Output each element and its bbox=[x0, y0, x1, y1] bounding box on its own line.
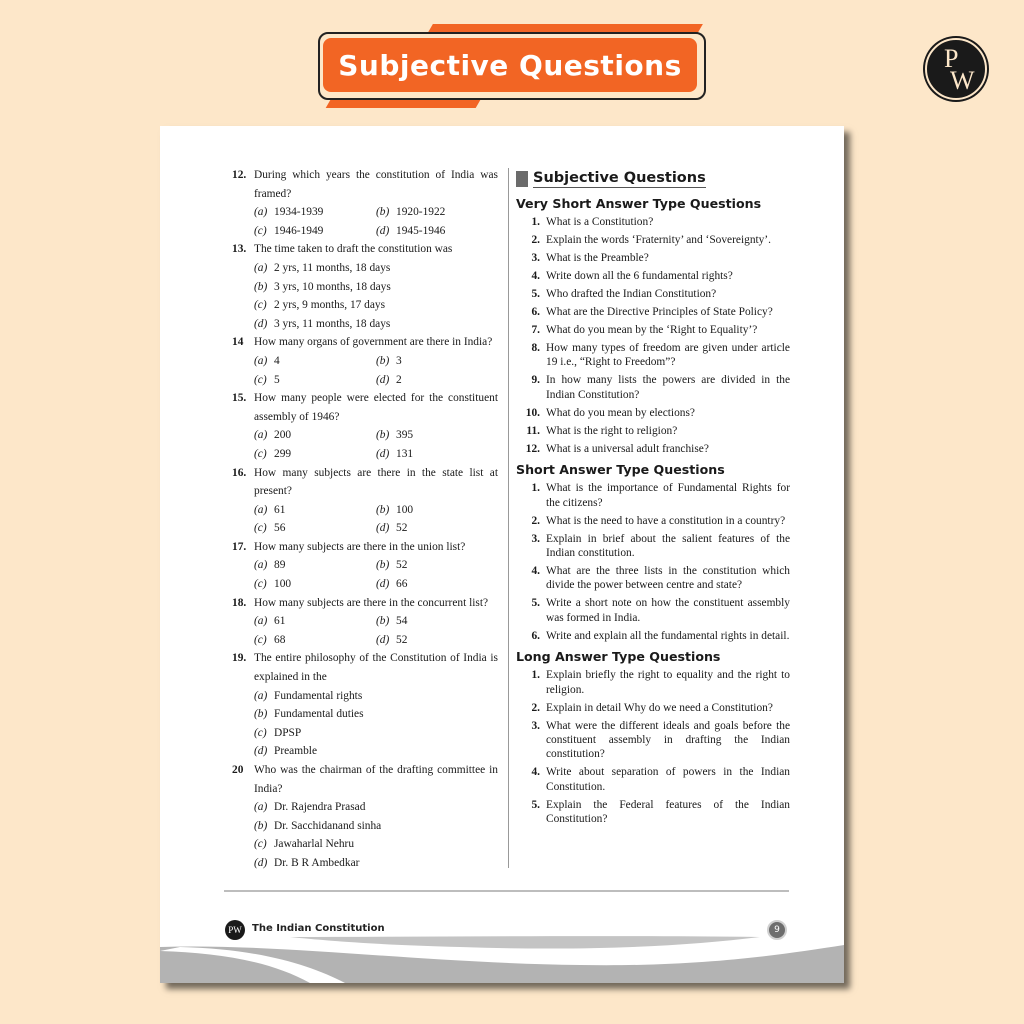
question-text: What were the different ideals and goals before the constituent assembly in drafting the Indian constitution? bbox=[546, 719, 790, 761]
option-item bbox=[376, 519, 498, 538]
subjective-question bbox=[516, 373, 790, 402]
option-label: (d) bbox=[376, 578, 390, 591]
option-item bbox=[254, 798, 498, 817]
option-text: 54 bbox=[396, 615, 408, 628]
option-item bbox=[254, 817, 498, 836]
option-label: (b) bbox=[254, 708, 268, 721]
option-label: (a) bbox=[254, 559, 268, 572]
question-number: 12. bbox=[232, 169, 247, 181]
option-list bbox=[232, 259, 498, 333]
question-text: What is the Preamble? bbox=[546, 252, 649, 264]
option-item bbox=[376, 445, 498, 464]
option-text: 52 bbox=[396, 633, 408, 646]
question-number: 4. bbox=[531, 270, 540, 282]
question-text: Write down all the 6 fundamental rights? bbox=[546, 270, 733, 282]
question-text: How many people were elected for the constituent assembly of 1946? bbox=[254, 392, 498, 423]
subjective-question bbox=[516, 215, 790, 229]
question-number: 2. bbox=[531, 701, 540, 714]
option-item bbox=[254, 352, 376, 371]
option-item bbox=[254, 259, 498, 278]
question-text: Explain in brief about the salient features of the Indian constitution. bbox=[546, 532, 790, 560]
question-text: What are the three lists in the constitution which divide the power between centre and state? bbox=[546, 565, 790, 592]
option-item bbox=[254, 854, 498, 873]
subjective-question bbox=[516, 233, 790, 247]
question-number: 17. bbox=[232, 540, 247, 553]
subjective-question bbox=[516, 514, 790, 528]
question-number: 13. bbox=[232, 243, 247, 256]
banner-title: Subjective Questions bbox=[338, 48, 682, 82]
option-item bbox=[254, 315, 498, 334]
pw-logo-icon bbox=[925, 38, 987, 100]
option-label: (c) bbox=[254, 726, 267, 739]
subjective-question bbox=[516, 701, 790, 715]
question-number: 4. bbox=[531, 766, 540, 779]
mcq-question bbox=[232, 761, 498, 798]
logo-letter-w: W bbox=[950, 66, 975, 95]
mcq-question bbox=[232, 649, 498, 686]
option-item bbox=[376, 371, 498, 390]
option-label: (c) bbox=[254, 224, 267, 237]
footer-wave-decoration bbox=[160, 933, 844, 983]
question-number: 1. bbox=[531, 216, 540, 228]
question-text: The time taken to draft the constitution was bbox=[254, 243, 453, 256]
mcq-question bbox=[232, 464, 498, 501]
question-number: 11. bbox=[526, 424, 540, 437]
option-text: Preamble bbox=[274, 745, 318, 758]
question-groups bbox=[516, 196, 790, 827]
footer-book-title: The Indian Constitution bbox=[252, 923, 385, 934]
subjective-question bbox=[516, 532, 790, 561]
option-list bbox=[232, 203, 498, 240]
option-item bbox=[254, 519, 376, 538]
question-text: In how many lists the powers are divided in the Indian Constitution? bbox=[546, 374, 790, 401]
option-text: 100 bbox=[396, 503, 414, 516]
option-label: (b) bbox=[254, 819, 268, 832]
option-label: (b) bbox=[376, 429, 390, 442]
option-item bbox=[376, 556, 498, 575]
title-banner bbox=[318, 32, 706, 100]
question-text: What is the right to religion? bbox=[546, 424, 678, 437]
question-text: During which years the constitution of India was framed? bbox=[254, 169, 498, 200]
option-label: (b) bbox=[376, 615, 390, 628]
option-item bbox=[254, 575, 376, 594]
option-text: 2 yrs, 9 months, 17 days bbox=[274, 299, 386, 312]
question-text: Explain in detail Why do we need a Constitution? bbox=[546, 701, 773, 714]
banner-stripe-bottom bbox=[326, 100, 481, 108]
subjective-question bbox=[516, 251, 790, 265]
option-text: Dr. Rajendra Prasad bbox=[274, 801, 366, 814]
option-text: 52 bbox=[396, 559, 408, 572]
option-label: (b) bbox=[254, 280, 268, 293]
question-number: 4. bbox=[531, 565, 540, 578]
subjective-question bbox=[516, 596, 790, 625]
question-number: 9. bbox=[531, 374, 540, 387]
mcq-question bbox=[232, 333, 498, 352]
mcq-question bbox=[232, 594, 498, 613]
option-item bbox=[254, 687, 498, 706]
question-text: How many subjects are there in the concurrent list? bbox=[254, 596, 489, 609]
subjective-question bbox=[516, 442, 790, 456]
group-title: Short Answer Type Questions bbox=[516, 462, 725, 478]
question-text: What are the Directive Principles of State Policy? bbox=[546, 306, 773, 318]
subjective-question bbox=[516, 424, 790, 438]
group-title: Long Answer Type Questions bbox=[516, 649, 721, 665]
question-number: 2. bbox=[531, 514, 540, 527]
question-text: Write about separation of powers in the Indian Constitution. bbox=[546, 766, 790, 793]
option-text: 3 yrs, 11 months, 18 days bbox=[274, 317, 391, 330]
option-text: 3 bbox=[396, 354, 402, 367]
question-number: 5. bbox=[531, 798, 540, 811]
question-number: 5. bbox=[531, 288, 540, 300]
subjective-question bbox=[516, 269, 790, 283]
option-label: (b) bbox=[376, 559, 390, 572]
subjective-question bbox=[516, 719, 790, 762]
subjective-question bbox=[516, 305, 790, 319]
option-label: (a) bbox=[254, 429, 268, 442]
question-number: 3. bbox=[531, 532, 540, 545]
option-item bbox=[254, 705, 498, 724]
subjective-question bbox=[516, 765, 790, 794]
question-number: 1. bbox=[531, 482, 540, 495]
option-label: (d) bbox=[376, 373, 390, 386]
question-text: Explain the words ‘Fraternity’ and ‘Sovereignty’. bbox=[546, 234, 772, 246]
option-item bbox=[254, 556, 376, 575]
question-text: How many subjects are there in the state list at present? bbox=[254, 466, 498, 498]
column-divider bbox=[508, 168, 509, 868]
question-text: Who was the chairman of the drafting committee in India? bbox=[254, 764, 498, 795]
option-label: (d) bbox=[254, 745, 268, 758]
subjective-question bbox=[516, 341, 790, 370]
subjective-question bbox=[516, 668, 790, 697]
option-label: (a) bbox=[254, 354, 268, 367]
footer-divider bbox=[224, 890, 789, 892]
option-text: 1920-1922 bbox=[396, 206, 446, 219]
option-text: 61 bbox=[274, 503, 286, 516]
subjective-question bbox=[516, 629, 790, 643]
option-text: 3 yrs, 10 months, 18 days bbox=[274, 280, 391, 293]
option-label: (a) bbox=[254, 615, 268, 628]
section-title bbox=[516, 170, 790, 188]
option-text: 89 bbox=[274, 559, 286, 572]
option-label: (c) bbox=[254, 522, 267, 535]
banner-pill bbox=[323, 38, 697, 92]
option-item bbox=[254, 631, 376, 650]
option-label: (a) bbox=[254, 503, 268, 516]
question-number: 7. bbox=[531, 324, 540, 336]
option-text: DPSP bbox=[274, 726, 302, 739]
option-label: (b) bbox=[376, 503, 390, 516]
option-text: Dr. Sacchidanand sinha bbox=[274, 819, 382, 832]
logo-letter-p: P bbox=[944, 44, 959, 73]
subjective-question bbox=[516, 406, 790, 420]
footer-pw-logo-icon: PW bbox=[225, 920, 245, 940]
question-text: Write a short note on how the constituent assembly was formed in India. bbox=[546, 597, 790, 624]
option-list bbox=[232, 612, 498, 649]
option-text: 52 bbox=[396, 522, 408, 535]
subjective-question bbox=[516, 323, 790, 337]
option-text: Fundamental duties bbox=[274, 708, 364, 721]
question-number: 15. bbox=[232, 392, 247, 405]
option-text: 5 bbox=[274, 373, 280, 386]
option-text: 131 bbox=[396, 447, 414, 460]
subjective-question bbox=[516, 481, 790, 510]
question-number: 19. bbox=[232, 652, 247, 665]
question-number: 3. bbox=[531, 719, 540, 732]
option-list bbox=[232, 501, 498, 538]
option-text: 56 bbox=[274, 522, 286, 535]
option-list bbox=[232, 687, 498, 761]
question-number: 14 bbox=[232, 336, 244, 349]
question-text: Write and explain all the fundamental rights in detail. bbox=[546, 629, 790, 642]
option-item bbox=[376, 575, 498, 594]
question-text: What is the need to have a constitution in a country? bbox=[546, 514, 786, 527]
option-text: 100 bbox=[274, 578, 292, 591]
option-item bbox=[376, 203, 498, 222]
option-list bbox=[232, 352, 498, 389]
option-text: 61 bbox=[274, 615, 286, 628]
question-number: 2. bbox=[531, 234, 540, 246]
subjective-question bbox=[516, 798, 790, 827]
option-list bbox=[232, 426, 498, 463]
question-text: How many subjects are there in the union list? bbox=[254, 540, 466, 553]
option-label: (c) bbox=[254, 838, 267, 851]
option-item bbox=[254, 742, 498, 761]
option-label: (d) bbox=[254, 856, 268, 869]
section-marker-icon bbox=[516, 171, 528, 187]
question-number: 3. bbox=[531, 252, 540, 264]
page-number: 9 bbox=[767, 920, 787, 940]
option-text: 2 yrs, 11 months, 18 days bbox=[274, 261, 391, 274]
question-number: 1. bbox=[531, 669, 540, 682]
option-text: 200 bbox=[274, 429, 292, 442]
option-item bbox=[376, 501, 498, 520]
subjective-question bbox=[516, 564, 790, 593]
option-label: (c) bbox=[254, 447, 267, 460]
option-text: 1946-1949 bbox=[274, 224, 324, 237]
option-text: 66 bbox=[396, 578, 408, 591]
question-number: 5. bbox=[531, 597, 540, 610]
option-text: 68 bbox=[274, 633, 286, 646]
option-label: (a) bbox=[254, 689, 268, 702]
option-label: (b) bbox=[376, 206, 390, 219]
mcq-question bbox=[232, 389, 498, 426]
option-item bbox=[376, 631, 498, 650]
option-label: (a) bbox=[254, 261, 268, 274]
option-item bbox=[254, 724, 498, 743]
option-item bbox=[254, 501, 376, 520]
question-text: What is a Constitution? bbox=[546, 216, 654, 228]
question-text: How many organs of government are there in India? bbox=[254, 336, 493, 349]
question-text: What do you mean by the ‘Right to Equality’? bbox=[546, 324, 758, 336]
option-label: (d) bbox=[376, 224, 390, 237]
option-item bbox=[376, 612, 498, 631]
subjective-column bbox=[516, 170, 790, 830]
mcq-question bbox=[232, 166, 498, 203]
option-item bbox=[254, 426, 376, 445]
question-text: Explain briefly the right to equality and the right to religion. bbox=[546, 669, 790, 696]
question-number: 12. bbox=[525, 442, 540, 455]
option-item bbox=[376, 352, 498, 371]
option-label: (d) bbox=[376, 522, 390, 535]
option-item bbox=[254, 278, 498, 297]
question-number: 20 bbox=[232, 764, 244, 776]
option-item bbox=[254, 445, 376, 464]
question-text: What is a universal adult franchise? bbox=[546, 442, 709, 455]
option-label: (a) bbox=[254, 206, 268, 219]
option-text: Jawaharlal Nehru bbox=[274, 838, 355, 851]
mcq-question bbox=[232, 538, 498, 557]
mcq-question bbox=[232, 240, 498, 259]
question-number: 6. bbox=[531, 306, 540, 318]
option-label: (d) bbox=[376, 633, 390, 646]
question-text: Who drafted the Indian Constitution? bbox=[546, 288, 717, 300]
option-text: 1945-1946 bbox=[396, 224, 446, 237]
option-item bbox=[254, 203, 376, 222]
option-item bbox=[254, 371, 376, 390]
question-text: What is the importance of Fundamental Rights for the citizens? bbox=[546, 482, 790, 509]
option-label: (a) bbox=[254, 801, 268, 814]
option-item bbox=[254, 835, 498, 854]
section-title-text: Subjective Questions bbox=[533, 170, 706, 186]
option-text: 395 bbox=[396, 429, 414, 442]
group-title: Very Short Answer Type Questions bbox=[516, 196, 762, 211]
option-list bbox=[232, 556, 498, 593]
question-number: 6. bbox=[531, 629, 540, 642]
question-number: 16. bbox=[232, 466, 247, 479]
option-item bbox=[254, 296, 498, 315]
option-label: (b) bbox=[376, 354, 390, 367]
option-text: Fundamental rights bbox=[274, 689, 363, 702]
option-label: (d) bbox=[254, 317, 268, 330]
option-text: 299 bbox=[274, 447, 292, 460]
question-number: 10. bbox=[525, 406, 540, 419]
subjective-question bbox=[516, 287, 790, 301]
question-number: 18. bbox=[232, 596, 247, 609]
option-item bbox=[254, 222, 376, 241]
option-label: (d) bbox=[376, 447, 390, 460]
mcq-column bbox=[232, 166, 498, 873]
option-label: (c) bbox=[254, 373, 267, 386]
option-item bbox=[254, 612, 376, 631]
option-text: 4 bbox=[274, 354, 280, 367]
option-label: (c) bbox=[254, 633, 267, 646]
option-text: 1934-1939 bbox=[274, 206, 324, 219]
question-text: Explain the Federal features of the Indian Constitution? bbox=[546, 798, 790, 826]
option-label: (c) bbox=[254, 578, 267, 591]
question-number: 8. bbox=[531, 342, 540, 354]
question-text: What do you mean by elections? bbox=[546, 406, 695, 419]
option-label: (c) bbox=[254, 299, 267, 312]
option-list bbox=[232, 798, 498, 872]
book-page bbox=[160, 126, 844, 983]
option-text: 2 bbox=[396, 373, 402, 386]
question-text: The entire philosophy of the Constitution of India is explained in the bbox=[254, 652, 498, 684]
option-text: Dr. B R Ambedkar bbox=[274, 856, 360, 869]
question-text: How many types of freedom are given under article 19 i.e., “Right to Freedom”? bbox=[546, 342, 790, 369]
option-item bbox=[376, 222, 498, 241]
option-item bbox=[376, 426, 498, 445]
